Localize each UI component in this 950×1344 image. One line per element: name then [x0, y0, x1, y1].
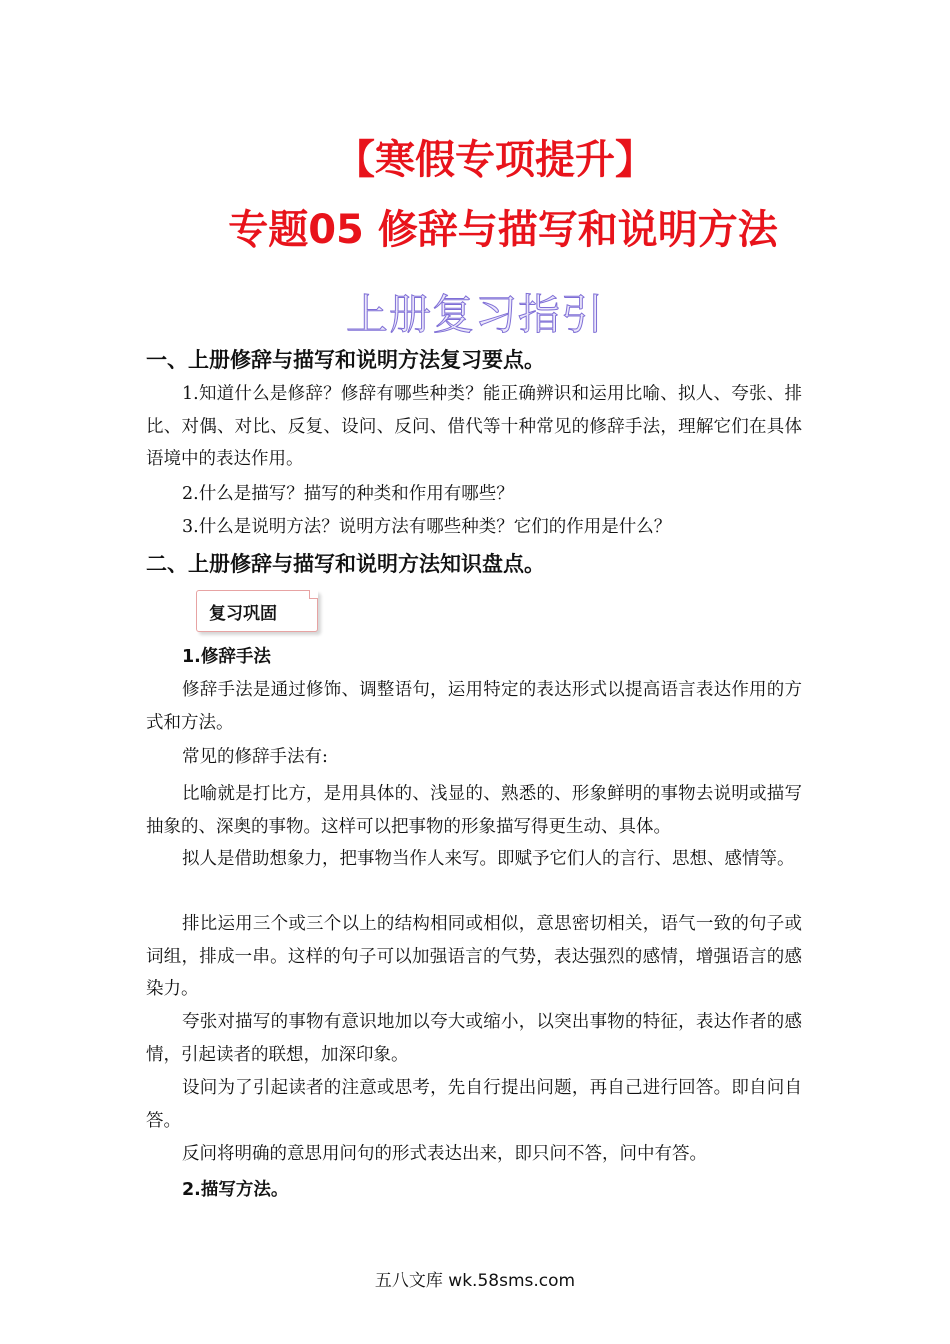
section-1-item-1: 1.知道什么是修辞？修辞有哪些种类？能正确辨识和运用比喻、拟人、夸张、排比、对偶、对比、反复、设问、反问、借代等十种常见的修辞手法，理解它们在具体语境中的表达作用。	[146, 384, 802, 469]
review-label-box	[196, 590, 318, 632]
device-hyperbole: 夸张对描写的事物有意识地加以夸大或缩小，以突出事物的特征，表达作者的感情，引起读者的联想，加深印象。	[146, 1012, 802, 1065]
title-line-2: 专题05 修辞与描写和说明方法	[228, 207, 778, 253]
common-devices-label: 常见的修辞手法有:	[182, 747, 328, 767]
guide-wordart: 上册复习指引	[345, 290, 604, 339]
device-metaphor: 比喻就是打比方，是用具体的、浅显的、熟悉的、形象鲜明的事物去说明或描写抽象的、深奥的事物。这样可以把事物的形象描写得更生动、具体。	[146, 784, 802, 837]
device-rhetorical-qa: 设问为了引起读者的注意或思考，先自行提出问题，再自己进行回答。即自问自答。	[146, 1078, 802, 1131]
section-1-item-3: 3.什么是说明方法？说明方法有哪些种类？它们的作用是什么？	[182, 517, 672, 537]
section-2-heading: 二、上册修辞与描写和说明方法知识盘点。	[146, 552, 545, 576]
footer-watermark: 五八文库 wk.58sms.com	[374, 1271, 576, 1291]
rhetoric-definition: 修辞手法是通过修饰、调整语句，运用特定的表达形式以提高语言表达作用的方式和方法。	[146, 680, 802, 733]
device-parallelism: 排比运用三个或三个以上的结构相同或相似，意思密切相关，语气一致的句子或词组，排成一串。这样的句子可以加强语言的气势，表达强烈的感情，增强语言的感染力。	[146, 914, 802, 999]
device-personification: 拟人是借助想象力，把事物当作人来写。即赋予它们人的言行、思想、感情等。	[182, 849, 795, 869]
subheading-description: 2.描写方法。	[182, 1180, 289, 1200]
section-1-heading: 一、上册修辞与描写和说明方法复习要点。	[146, 348, 545, 372]
device-rhetorical-question: 反问将明确的意思用问句的形式表达出来，即只问不答，问中有答。	[182, 1144, 707, 1164]
section-1-item-2: 2.什么是描写？描写的种类和作用有哪些？	[182, 484, 514, 504]
title-line-1: 【寒假专项提升】	[335, 137, 655, 183]
review-label: 复习巩固	[209, 604, 277, 624]
subheading-rhetoric: 1.修辞手法	[182, 647, 271, 667]
